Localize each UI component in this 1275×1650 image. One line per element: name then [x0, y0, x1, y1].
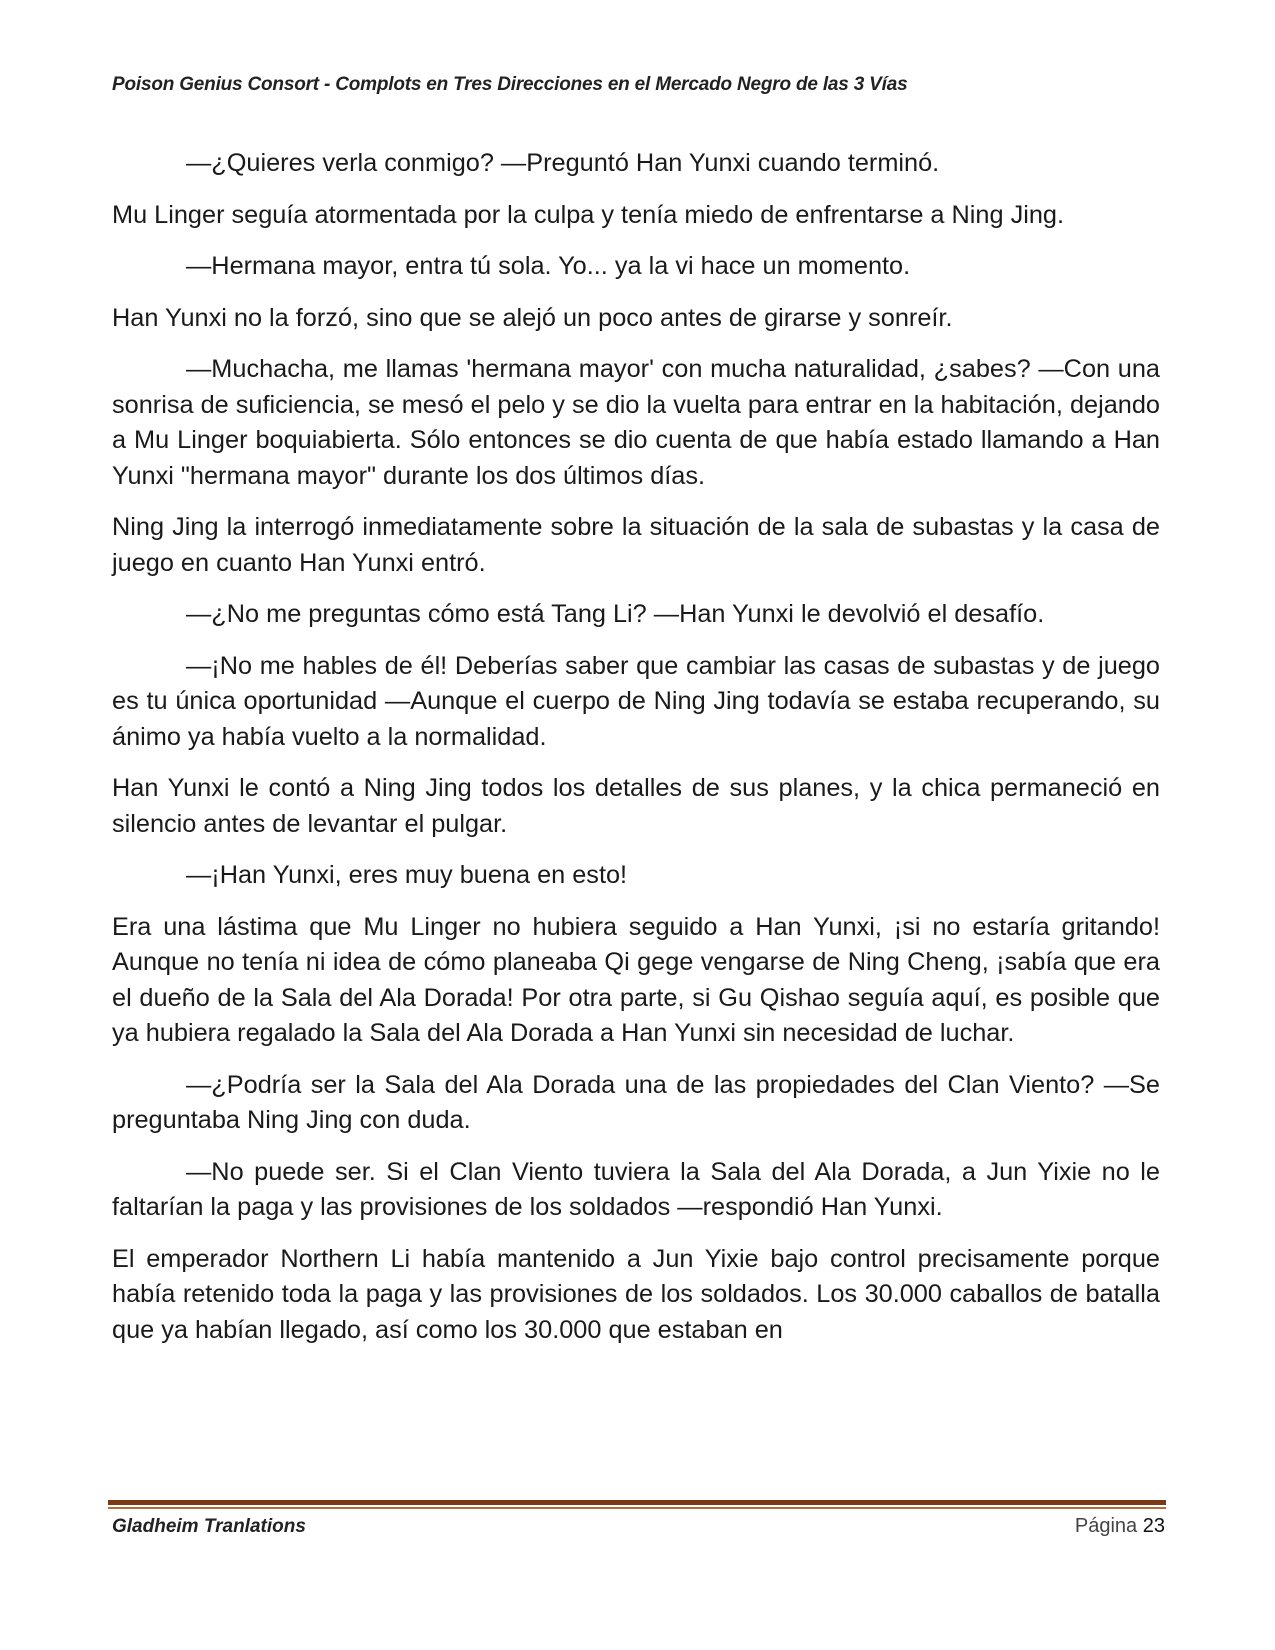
footer-rule-thin [108, 1507, 1166, 1509]
paragraph: —No puede ser. Si el Clan Viento tuviera la Sala del Ala Dorada, a Jun Yixie no le faltarían la paga y las provisiones de los soldados —respondió Han Yunxi. [112, 1157, 1160, 1221]
paragraph: —¡No me hables de él! Deberías saber que cambiar las casas de subastas y de juego es tu única oportunidad —Aunque el cuerpo de Ning Jing todavía se estaba recuperando, su ánimo ya había vuelto a la normalidad. [112, 651, 1160, 751]
page-number-value: 23 [1142, 1515, 1165, 1537]
footer-credit: Gladheim Tranlations [112, 1516, 306, 1537]
paragraph: —¡Han Yunxi, eres muy buena en esto! [186, 861, 628, 889]
paragraph: Han Yunxi le contó a Ning Jing todos los detalles de sus planes, y la chica permaneció en silencio antes de levantar el pulgar. [112, 774, 1160, 838]
body-text [112, 146, 1160, 1364]
paragraph: Mu Linger seguía atormentada por la culpa y tenía miedo de enfrentarse a Ning Jing. [112, 200, 1065, 229]
paragraph: Era una lástima que Mu Linger no hubiera seguido a Han Yunxi, ¡si no estaría gritando! Aunque no tenía ni idea de cómo planeaba Qi gege vengarse de Ning Cheng, ¡sabía que era el dueño de la Sala del Ala Dorada! Por otra parte, si Gu Qishao seguía aquí, es posible que ya hubiera regalado la Sala del Ala Dorada a Han Yunxi sin necesidad de luchar. [112, 912, 1160, 1047]
paragraph: El emperador Northern Li había mantenido a Jun Yixie bajo control precisamente porque había retenido toda la paga y las provisiones de los soldados. Los 30.000 caballos de batalla que ya habían llegado, así como los 30.000 que estaban en [112, 1244, 1160, 1344]
page-label: Página [1074, 1515, 1138, 1537]
paragraph: —¿No me preguntas cómo está Tang Li? —Han Yunxi le devolvió el desafío. [186, 600, 1045, 628]
paragraph: —Hermana mayor, entra tú sola. Yo... ya la vi hace un momento. [186, 252, 911, 280]
paragraph: Han Yunxi no la forzó, sino que se alejó un poco antes de girarse y sonreír. [112, 303, 953, 332]
footer-divider [108, 1500, 1166, 1510]
footer-rule-thick [108, 1500, 1166, 1505]
running-header: Poison Genius Consort - Complots en Tres Direcciones en el Mercado Negro de las 3 Vías [112, 74, 908, 95]
paragraph: —Muchacha, me llamas 'hermana mayor' con mucha naturalidad, ¿sabes? —Con una sonrisa de suficiencia, se mesó el pelo y se dio la vuelta para entrar en la habitación, dejando a Mu Linger boquiabierta. Sólo entonces se dio cuenta de que había estado llamando a Han Yunxi "hermana mayor" durante los dos últimos días. [112, 355, 1160, 490]
paragraph: —¿Podría ser la Sala del Ala Dorada una de las propiedades del Clan Viento? —Se preguntaba Ning Jing con duda. [112, 1070, 1160, 1134]
page-number [1075, 1515, 1165, 1538]
paragraph: —¿Quieres verla conmigo? —Preguntó Han Yunxi cuando terminó. [186, 149, 940, 177]
paragraph: Ning Jing la interrogó inmediatamente sobre la situación de la sala de subastas y la casa de juego en cuanto Han Yunxi entró. [112, 513, 1160, 577]
